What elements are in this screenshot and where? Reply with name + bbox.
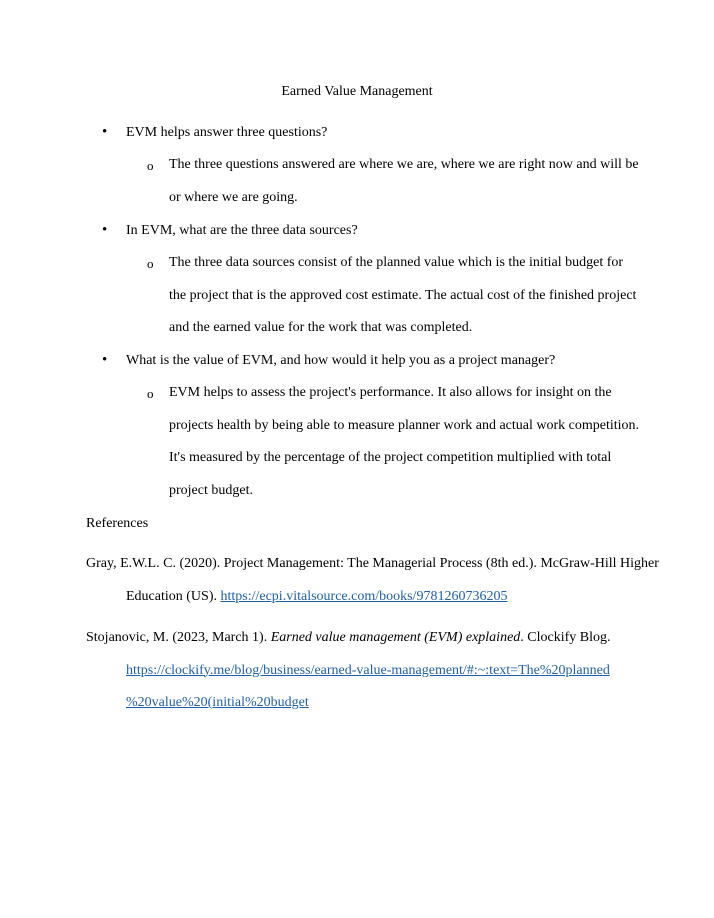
document-title: Earned Value Management [281,84,433,99]
reference-2 [86,622,671,720]
answer-2: The three data sources consist of the planned value which is the initial budget for the project that is the approved cost estimate. The actual cost of the finished project and the earned value for the work that was completed. [169,255,637,336]
sub-bullet-icon: o [147,158,154,173]
sub-bullet-icon: o [147,256,154,271]
question-3: What is the value of EVM, and how would it help you as a project manager? [126,353,556,368]
answer-3: EVM helps to assess the project's performance. It also allows for insight on the projects health by being able to measure planner work and actual work competition. It's measured by the percentage of the project competition multiplied with total project budget. [169,385,640,499]
reference-2-link-line-2[interactable]: %20value%20(initial%20budget [126,695,309,710]
bullet-icon: • [102,352,108,368]
question-2: In EVM, what are the three data sources? [126,223,358,238]
reference-1-text: Gray, E.W.L. C. (2020). Project Management: The Managerial Process (8th ed.). McGraw-Hill Higher Education (US). [86,556,659,604]
bullet-icon: • [102,222,108,238]
reference-1 [86,548,671,613]
reference-2-link-line-1[interactable]: https://clockify.me/blog/business/earned-value-management/#:~:text=The%20planned [126,662,610,678]
reference-2-author: Stojanovic, M. (2023, March 1). [86,630,271,645]
reference-2-source: . Clockify Blog. [520,630,611,645]
bullet-icon: • [102,124,108,140]
sub-bullet-icon: o [147,386,154,401]
reference-2-title: Earned value management (EVM) explained [270,630,521,645]
references-heading: References [86,516,149,531]
question-1: EVM helps answer three questions? [126,125,328,140]
answer-1: The three questions answered are where we are, where we are right now and will be or where we are going. [169,157,639,205]
reference-2-link[interactable] [126,663,610,711]
reference-1-link[interactable]: https://ecpi.vitalsource.com/books/9781260736205 [220,588,508,604]
